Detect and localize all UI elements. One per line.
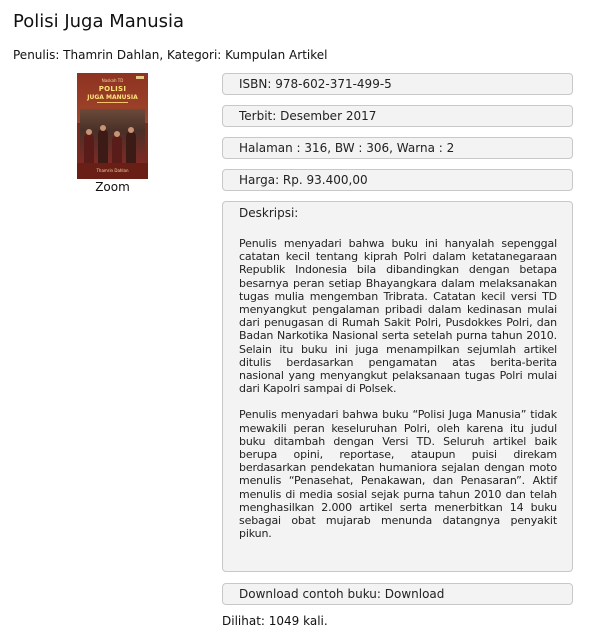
cover-title-line1: POLISI bbox=[98, 85, 127, 93]
download-label: Download contoh buku: bbox=[239, 587, 385, 601]
description-paragraph: Penulis menyadari bahwa buku ini hanyalah sepenggal catatan kecil tentang kiprah Polri dalam ketatanegaraan Republik Indonesia bila dibandingkan dengan betapa besarnya peran setiap Bhayangkara dalam melaksanakan tugas mulia mengemban Tribrata. Catatan kecil versi TD menyangkut pengalaman pribadi dalam kedinasan mulai dari penugasan di Rumah Sakit Polri, Pusdokkes Polri, dan Badan Narkotika Nasional serta setelah purna tahun 2010. Selain itu buku ini juga menampilkan sejumlah artikel ditulis berdasarkan pengamatan atas berita-berita nasional yang menyangkut pelaksanaan tugas Polri mulai dari Kapolri sampai di Polsek. bbox=[239, 237, 557, 396]
cover-divider bbox=[97, 102, 128, 103]
isbn-box bbox=[222, 73, 573, 95]
page-title: Polisi Juga Manusia bbox=[13, 11, 185, 32]
description-paragraph: Penulis menyadari bahwa buku “Polisi Juga Manusia” tidak mewakili peran keseluruhan Polri, oleh karena itu judul buku ditambah dengan Versi TD. Seluruh artikel baik berupa opini, reportase, ataupun puisi direkam berdasarkan pendekatan humaniora sejalan dengan moto menulis “Penasehat, Penakawan, dan Penasaran”. Aktif menulis di media sosial sejak purna tahun 2010 dan telah menghasilkan 2.000 artikel serta menerbitkan 14 buku sebagai obat mujarab menunda datangnya penyakit pikun. bbox=[239, 408, 557, 541]
cover-figure-head bbox=[86, 129, 92, 135]
cover-figure bbox=[98, 129, 108, 163]
pages-text: Halaman : 316, BW : 306, Warna : 2 bbox=[239, 141, 455, 155]
cover-figure-head bbox=[128, 127, 134, 133]
download-box bbox=[222, 583, 573, 605]
download-sample-link[interactable]: Download bbox=[384, 587, 445, 601]
pages-box bbox=[222, 137, 573, 159]
cover-footer bbox=[77, 163, 148, 179]
cover-figure bbox=[112, 135, 122, 163]
description-box bbox=[222, 201, 573, 572]
cover-author-text: Thamrin Dahlan bbox=[96, 168, 129, 173]
cover-photo bbox=[80, 109, 145, 163]
cover-series-text: Naskah TD bbox=[101, 78, 124, 83]
publish-date-box bbox=[222, 105, 573, 127]
price-box bbox=[222, 169, 573, 191]
publish-date-text: Terbit: Desember 2017 bbox=[239, 109, 377, 123]
cover-figure-head bbox=[114, 131, 120, 137]
cover-figure bbox=[84, 133, 94, 163]
zoom-link[interactable]: Zoom bbox=[95, 180, 130, 194]
author-category-line: Penulis: Thamrin Dahlan, Kategori: Kumpulan Artikel bbox=[13, 48, 328, 62]
description-heading: Deskripsi: bbox=[239, 206, 299, 220]
cover-figure bbox=[126, 131, 136, 163]
isbn-text: ISBN: 978-602-371-499-5 bbox=[239, 77, 392, 91]
cover-title-line2: JUGA MANUSIA bbox=[87, 94, 138, 101]
view-count: Dilihat: 1049 kali. bbox=[222, 614, 328, 628]
book-cover-image[interactable] bbox=[77, 73, 148, 179]
cover-figure-head bbox=[100, 125, 106, 131]
price-text: Harga: Rp. 93.400,00 bbox=[239, 173, 368, 187]
